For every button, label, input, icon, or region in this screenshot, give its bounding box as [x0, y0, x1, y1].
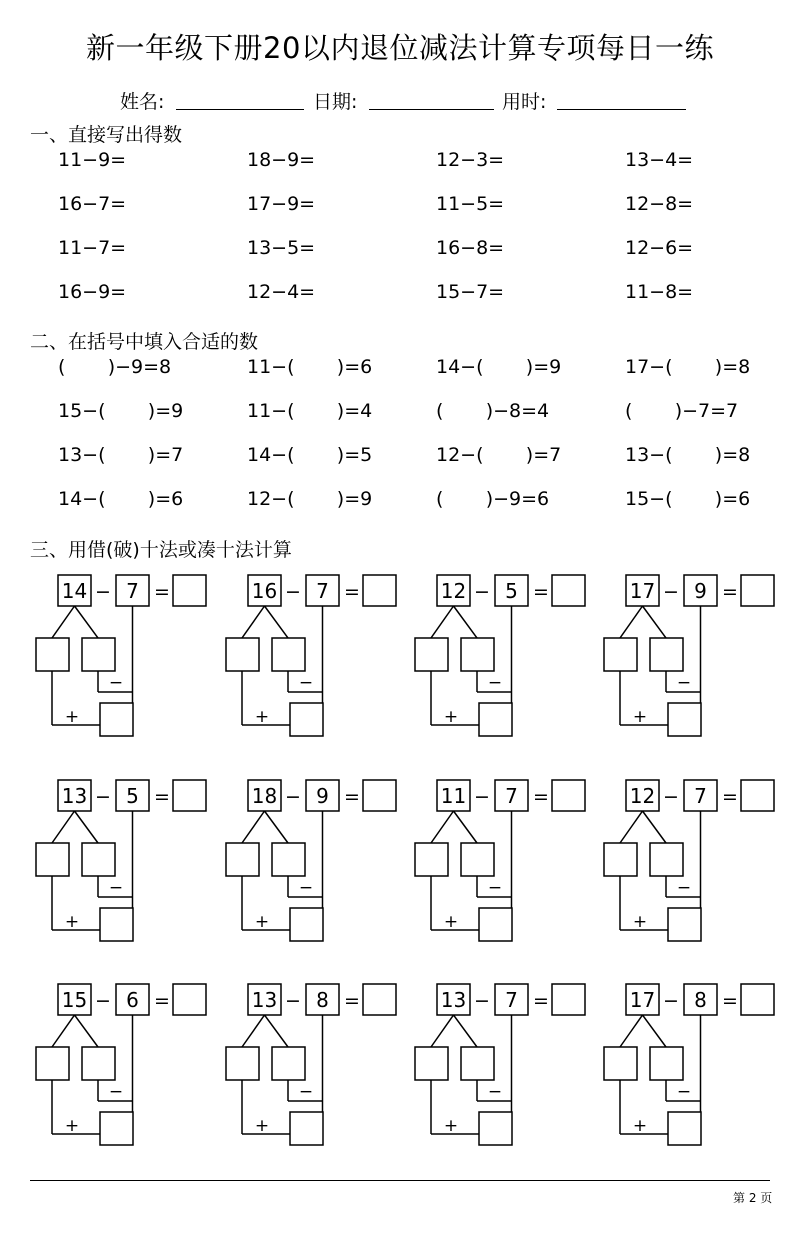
split-line-right	[454, 1015, 478, 1047]
split-line-left	[620, 606, 643, 638]
split-box-left[interactable]	[36, 843, 69, 876]
date-label: 日期:	[313, 91, 358, 113]
name-label: 姓名:	[120, 91, 165, 113]
result-box[interactable]	[479, 703, 512, 736]
split-box-left[interactable]	[226, 638, 259, 671]
footer-divider	[30, 1180, 770, 1181]
minus-sign: −	[298, 878, 314, 898]
split-box-right[interactable]	[272, 638, 305, 671]
split-line-right	[643, 1015, 667, 1047]
equals-sign: =	[154, 581, 170, 603]
equals-sign: =	[533, 786, 549, 808]
split-line-left	[242, 811, 265, 843]
equation-item[interactable]: 11−5=	[436, 193, 505, 215]
equation-item[interactable]: 16−7=	[58, 193, 127, 215]
minus-sign: −	[663, 581, 679, 603]
fill-blank-item[interactable]: 14−( )=9	[436, 356, 562, 378]
minuend-value: 12	[629, 784, 656, 808]
split-box-left[interactable]	[604, 1047, 637, 1080]
plus-sign: +	[64, 707, 80, 727]
plus-sign: +	[64, 1116, 80, 1136]
result-box[interactable]	[668, 1112, 701, 1145]
equation-item[interactable]: 11−7=	[58, 237, 127, 259]
fill-blank-item[interactable]: ( )−7=7	[625, 400, 739, 422]
equation-item[interactable]: 12−8=	[625, 193, 694, 215]
equation-item[interactable]: 11−9=	[58, 149, 127, 171]
answer-box[interactable]	[173, 780, 206, 811]
equation-item[interactable]: 13−5=	[247, 237, 316, 259]
answer-box[interactable]	[173, 984, 206, 1015]
split-box-right[interactable]	[82, 638, 115, 671]
plus-sign: +	[443, 707, 459, 727]
equals-sign: =	[344, 990, 360, 1012]
split-box-right[interactable]	[650, 843, 683, 876]
split-box-right[interactable]	[82, 843, 115, 876]
fill-blank-item[interactable]: 11−( )=6	[247, 356, 373, 378]
page-title: 新一年级下册20以内退位减法计算专项每日一练	[86, 31, 714, 65]
split-line-right	[265, 1015, 289, 1047]
section1-heading: 一、直接写出得数	[30, 124, 183, 146]
split-line-left	[52, 1015, 75, 1047]
split-box-right[interactable]	[461, 1047, 494, 1080]
subtrahend-value: 7	[505, 988, 518, 1012]
split-box-right[interactable]	[82, 1047, 115, 1080]
split-line-left	[431, 1015, 454, 1047]
split-line-right	[265, 811, 289, 843]
equation-item[interactable]: 12−6=	[625, 237, 694, 259]
section2-heading: 二、在括号中填入合适的数	[30, 331, 259, 353]
minus-sign: −	[285, 581, 301, 603]
minus-sign: −	[298, 673, 314, 693]
subtrahend-value: 8	[316, 988, 329, 1012]
answer-box[interactable]	[363, 575, 396, 606]
split-box-left[interactable]	[226, 843, 259, 876]
subtrahend-value: 7	[505, 784, 518, 808]
split-line-left	[52, 606, 75, 638]
fill-blank-item[interactable]: ( )−9=6	[436, 488, 550, 510]
fill-blank-item[interactable]: ( )−8=4	[436, 400, 550, 422]
split-line-left	[52, 811, 75, 843]
split-box-left[interactable]	[36, 1047, 69, 1080]
split-line-left	[242, 1015, 265, 1047]
minus-sign: −	[95, 581, 111, 603]
equals-sign: =	[533, 990, 549, 1012]
answer-box[interactable]	[552, 984, 585, 1015]
result-box[interactable]	[479, 1112, 512, 1145]
minus-sign: −	[285, 786, 301, 808]
minuend-value: 15	[61, 988, 88, 1012]
minus-sign: −	[487, 878, 503, 898]
equation-item[interactable]: 17−9=	[247, 193, 316, 215]
minus-sign: −	[676, 1082, 692, 1102]
split-line-right	[454, 606, 478, 638]
minuend-value: 13	[440, 988, 467, 1012]
split-line-left	[620, 1015, 643, 1047]
minus-sign: −	[663, 786, 679, 808]
answer-box[interactable]	[741, 984, 774, 1015]
minus-sign: −	[676, 878, 692, 898]
fill-blank-item[interactable]: 13−( )=8	[625, 444, 751, 466]
split-box-right[interactable]	[650, 1047, 683, 1080]
result-box[interactable]	[100, 1112, 133, 1145]
equals-sign: =	[154, 786, 170, 808]
minus-sign: −	[663, 990, 679, 1012]
subtrahend-value: 6	[126, 988, 139, 1012]
split-box-left[interactable]	[415, 638, 448, 671]
minus-sign: −	[474, 786, 490, 808]
answer-box[interactable]	[552, 575, 585, 606]
equals-sign: =	[722, 990, 738, 1012]
minuend-value: 14	[61, 579, 88, 603]
answer-box[interactable]	[173, 575, 206, 606]
result-box[interactable]	[290, 908, 323, 941]
equals-sign: =	[722, 581, 738, 603]
result-box[interactable]	[290, 703, 323, 736]
split-line-right	[75, 606, 99, 638]
split-line-right	[643, 811, 667, 843]
split-line-right	[454, 811, 478, 843]
minus-sign: −	[474, 581, 490, 603]
split-box-left[interactable]	[36, 638, 69, 671]
minus-sign: −	[487, 1082, 503, 1102]
fill-blank-item[interactable]: 14−( )=6	[58, 488, 184, 510]
subtrahend-value: 5	[126, 784, 139, 808]
subtrahend-value: 7	[126, 579, 139, 603]
split-box-left[interactable]	[604, 638, 637, 671]
equation-item[interactable]: 12−4=	[247, 281, 316, 303]
split-line-right	[75, 1015, 99, 1047]
minus-sign: −	[108, 1082, 124, 1102]
equation-item[interactable]: 13−4=	[625, 149, 694, 171]
minuend-value: 17	[629, 579, 656, 603]
minuend-value: 13	[61, 784, 88, 808]
split-box-left[interactable]	[415, 843, 448, 876]
equals-sign: =	[154, 990, 170, 1012]
plus-sign: +	[443, 912, 459, 932]
equation-item[interactable]: 16−8=	[436, 237, 505, 259]
subtrahend-value: 5	[505, 579, 518, 603]
plus-sign: +	[254, 912, 270, 932]
split-box-right[interactable]	[461, 843, 494, 876]
split-box-right[interactable]	[650, 638, 683, 671]
result-box[interactable]	[668, 908, 701, 941]
subtrahend-value: 9	[694, 579, 707, 603]
subtrahend-value: 7	[694, 784, 707, 808]
fill-blank-item[interactable]: 15−( )=9	[58, 400, 184, 422]
result-box[interactable]	[290, 1112, 323, 1145]
split-box-left[interactable]	[604, 843, 637, 876]
fill-blank-item[interactable]: 11−( )=4	[247, 400, 373, 422]
result-box[interactable]	[100, 703, 133, 736]
minus-sign: −	[108, 878, 124, 898]
split-box-right[interactable]	[272, 1047, 305, 1080]
result-box[interactable]	[479, 908, 512, 941]
fill-blank-item[interactable]: 13−( )=7	[58, 444, 184, 466]
minuend-value: 11	[440, 784, 467, 808]
fill-blank-item[interactable]: 15−( )=6	[625, 488, 751, 510]
page-number: 第 2 页	[733, 1191, 773, 1205]
equation-item[interactable]: 16−9=	[58, 281, 127, 303]
section3-heading: 三、用借(破)十法或凑十法计算	[30, 539, 292, 561]
result-box[interactable]	[100, 908, 133, 941]
plus-sign: +	[632, 912, 648, 932]
equals-sign: =	[344, 581, 360, 603]
result-box[interactable]	[668, 703, 701, 736]
fill-blank-item[interactable]: ( )−9=8	[58, 356, 172, 378]
plus-sign: +	[443, 1116, 459, 1136]
plus-sign: +	[64, 912, 80, 932]
equation-item[interactable]: 12−3=	[436, 149, 505, 171]
split-line-right	[75, 811, 99, 843]
split-box-left[interactable]	[226, 1047, 259, 1080]
equation-item[interactable]: 18−9=	[247, 149, 316, 171]
plus-sign: +	[632, 1116, 648, 1136]
minus-sign: −	[285, 990, 301, 1012]
minus-sign: −	[95, 990, 111, 1012]
answer-box[interactable]	[363, 984, 396, 1015]
minuend-value: 16	[251, 579, 278, 603]
equation-item[interactable]: 11−8=	[625, 281, 694, 303]
minuend-value: 12	[440, 579, 467, 603]
split-box-right[interactable]	[272, 843, 305, 876]
subtrahend-value: 7	[316, 579, 329, 603]
split-box-right[interactable]	[461, 638, 494, 671]
answer-box[interactable]	[363, 780, 396, 811]
answer-box[interactable]	[741, 575, 774, 606]
split-box-left[interactable]	[415, 1047, 448, 1080]
fill-blank-item[interactable]: 14−( )=5	[247, 444, 373, 466]
minuend-value: 17	[629, 988, 656, 1012]
minus-sign: −	[95, 786, 111, 808]
fill-blank-item[interactable]: 12−( )=7	[436, 444, 562, 466]
split-line-right	[265, 606, 289, 638]
split-line-left	[431, 811, 454, 843]
answer-box[interactable]	[552, 780, 585, 811]
equals-sign: =	[722, 786, 738, 808]
subtrahend-value: 9	[316, 784, 329, 808]
minuend-value: 18	[251, 784, 278, 808]
minus-sign: −	[487, 673, 503, 693]
minus-sign: −	[676, 673, 692, 693]
fill-blank-item[interactable]: 12−( )=9	[247, 488, 373, 510]
answer-box[interactable]	[741, 780, 774, 811]
minus-sign: −	[474, 990, 490, 1012]
split-line-left	[620, 811, 643, 843]
fill-blank-item[interactable]: 17−( )=8	[625, 356, 751, 378]
minus-sign: −	[298, 1082, 314, 1102]
subtrahend-value: 8	[694, 988, 707, 1012]
equals-sign: =	[533, 581, 549, 603]
equation-item[interactable]: 15−7=	[436, 281, 505, 303]
time-label: 用时:	[502, 91, 547, 113]
split-line-right	[643, 606, 667, 638]
plus-sign: +	[632, 707, 648, 727]
minuend-value: 13	[251, 988, 278, 1012]
plus-sign: +	[254, 707, 270, 727]
minus-sign: −	[108, 673, 124, 693]
split-line-left	[431, 606, 454, 638]
plus-sign: +	[254, 1116, 270, 1136]
equals-sign: =	[344, 786, 360, 808]
split-line-left	[242, 606, 265, 638]
